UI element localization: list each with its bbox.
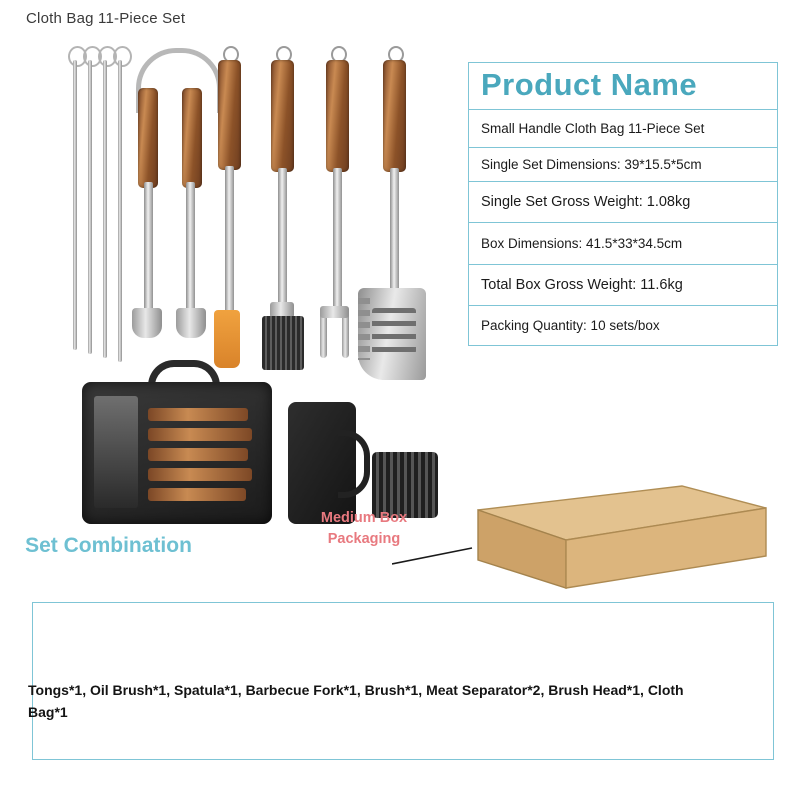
spec-row-total-box-weight: Total Box Gross Weight: 11.6kg	[469, 265, 777, 306]
skewer-icon	[73, 60, 77, 350]
oil-brush-shaft	[225, 166, 234, 312]
spec-row-packing-quantity: Packing Quantity: 10 sets/box	[481, 318, 660, 333]
fork-shaft	[333, 168, 342, 316]
page-title: Cloth Bag 11-Piece Set	[26, 10, 186, 27]
oil-brush-head	[214, 310, 240, 368]
tongs-claw-left	[132, 308, 162, 338]
tool-case-handle	[338, 430, 370, 498]
tongs-handle-right	[182, 88, 202, 188]
skewer-icon	[103, 60, 107, 358]
tongs-arm-right	[186, 182, 195, 312]
tongs-claw-right	[176, 308, 206, 338]
set-combination-contents: Tongs*1, Oil Brush*1, Spatula*1, Barbecue Fork*1, Brush*1, Meat Separator*2, Brush Head*1, Cloth Bag*1	[28, 682, 684, 720]
grill-brush-shaft	[278, 168, 287, 308]
spec-row-box-dimensions: Box Dimensions: 41.5*33*34.5cm	[469, 223, 777, 265]
fork-handle	[326, 60, 349, 172]
bag-tool-handle	[148, 488, 246, 501]
spatula-handle	[383, 60, 406, 172]
grill-brush-handle	[271, 60, 294, 172]
skewer-ring-icon	[113, 46, 132, 67]
bag-tool-handle	[148, 428, 252, 441]
product-illustration	[20, 30, 460, 500]
spec-row-dimensions: Single Set Dimensions: 39*15.5*5cm	[469, 148, 777, 182]
grill-brush-head	[262, 316, 304, 370]
bag-slot	[94, 396, 138, 508]
tongs-arm-left	[144, 182, 153, 312]
spec-title: Product Name	[469, 63, 777, 110]
spec-row-name: Small Handle Cloth Bag 11-Piece Set	[469, 110, 777, 148]
packaging-leader-line	[392, 546, 480, 566]
carton-box-illustration	[470, 482, 770, 592]
bag-tool-handle	[148, 448, 248, 461]
oil-brush-handle	[218, 60, 241, 170]
tongs-handle-left	[138, 88, 158, 188]
spec-row-gross-weight: Single Set Gross Weight: 1.08kg	[469, 182, 777, 223]
skewer-icon	[118, 60, 122, 362]
spatula-slots	[372, 308, 416, 354]
spatula-shaft	[390, 168, 399, 290]
product-spec-table	[468, 62, 778, 346]
bag-tool-handle	[148, 468, 252, 481]
fork-base	[320, 306, 349, 318]
fork-tine-left	[320, 312, 327, 358]
bag-tool-handle	[148, 408, 248, 421]
set-combination-label: Set Combination	[25, 534, 192, 557]
spatula-teeth	[358, 298, 370, 360]
fork-tine-right	[342, 312, 349, 358]
skewer-icon	[88, 60, 92, 354]
packaging-annotation-label: Medium Box Packaging	[320, 510, 408, 548]
